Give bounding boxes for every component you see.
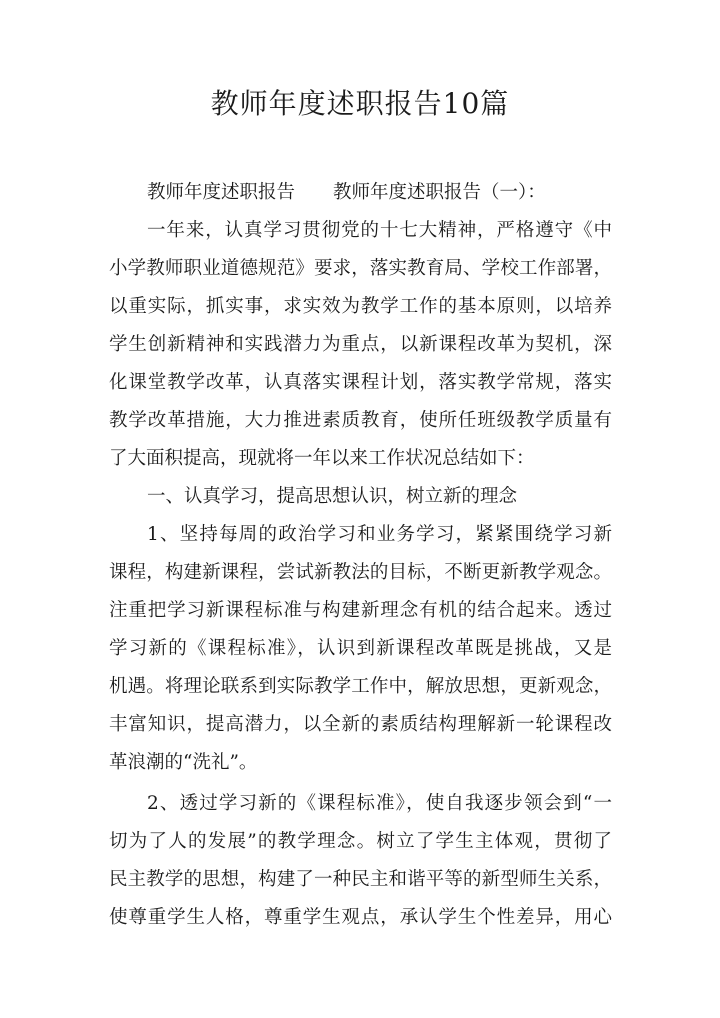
intro-left-text: 教师年度述职报告 xyxy=(147,182,296,203)
paragraph-line: 课程，构建新课程，尝试新教法的目标，不断更新教学观念。 xyxy=(109,562,612,583)
paragraph-line: 化课堂教学改革，认真落实课程计划，落实教学常规，落实 xyxy=(109,372,612,393)
paragraph-line: 民主教学的思想，构建了一种民主和谐平等的新型师生关系， xyxy=(109,869,612,890)
paragraph-line: 教学改革措施，大力推进素质教育，使所任班级教学质量有 xyxy=(109,410,612,431)
section-heading-text: 一、认真学习，提高思想认识，树立新的理念 xyxy=(147,486,518,507)
intro-line xyxy=(109,174,612,212)
paragraph-line: 机遇。将理论联系到实际教学工作中，解放思想，更新观念， xyxy=(109,676,612,697)
section-heading-1 xyxy=(109,478,612,516)
paragraph-2 xyxy=(109,516,612,782)
paragraph-line: 丰富知识，提高潜力，以全新的素质结构理解新一轮课程改 xyxy=(109,714,612,735)
paragraph-line: 切为了人的发展”的教学理念。树立了学生主体观，贯彻了 xyxy=(109,831,612,852)
paragraph-line: 革浪潮的“洗礼”。 xyxy=(109,752,258,773)
paragraph-line: 注重把学习新课程标准与构建新理念有机的结合起来。透过 xyxy=(109,600,612,621)
paragraph-line: 2、透过学习新的《课程标准》，使自我逐步领会到“一 xyxy=(147,793,612,814)
intro-right-text: 教师年度述职报告（一）： xyxy=(333,182,546,203)
paragraph-line: 学习新的《课程标准》，认识到新课程改革既是挑战，又是 xyxy=(109,638,612,659)
paragraph-line: 了大面积提高，现就将一年以来工作状况总结如下： xyxy=(109,448,535,469)
paragraph-line: 使尊重学生人格，尊重学生观点，承认学生个性差异，用心 xyxy=(109,907,612,928)
paragraph-line: 一年来，认真学习贯彻党的十七大精神，严格遵守《中 xyxy=(147,220,612,241)
paragraph-line: 小学教师职业道德规范》要求，落实教育局、学校工作部署， xyxy=(109,258,612,279)
paragraph-1 xyxy=(109,212,612,478)
paragraph-line: 以重实际，抓实事，求实效为教学工作的基本原则，以培养 xyxy=(109,296,612,317)
paragraph-line: 学生创新精神和实践潜力为重点，以新课程改革为契机，深 xyxy=(109,334,612,355)
document-body xyxy=(109,174,612,937)
paragraph-3 xyxy=(109,785,612,937)
paragraph-line: 1、坚持每周的政治学习和业务学习，紧紧围绕学习新 xyxy=(147,524,612,545)
document-title: 教师年度述职报告10篇 xyxy=(210,87,510,120)
